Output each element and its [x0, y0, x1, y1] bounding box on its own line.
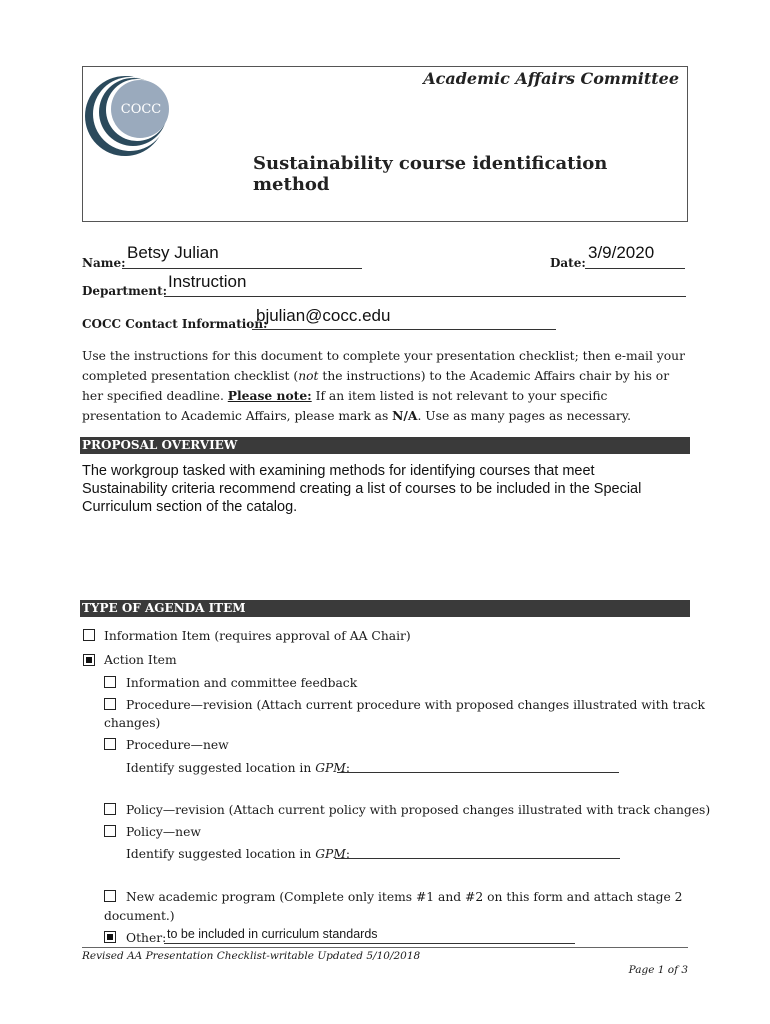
header-box	[82, 66, 688, 222]
info-feedback-checkbox[interactable]	[104, 676, 116, 688]
proposal-overview-text[interactable]: The workgroup tasked with examining methods for identifying courses that meet Sustainability criteria recommend creating a list of courses to be included in the Special Curriculum section of the catalog.	[82, 463, 642, 515]
logo-text: COCC	[120, 102, 162, 117]
other-label: Other:	[126, 931, 167, 945]
instructions-text-3: If an item listed is not relevant to your specific presentation to Academic Affairs, please mark as	[82, 389, 608, 423]
contact-field[interactable]: bjulian@cocc.edu	[256, 306, 391, 325]
procedure-new-checkbox[interactable]	[104, 738, 116, 750]
instructions-paragraph	[82, 346, 688, 426]
action-item-checkbox[interactable]	[83, 654, 95, 666]
instructions-text-2: the instructions) to the Academic Affairs chair by his or her specified deadline.	[82, 369, 670, 403]
procedure-new-label: Procedure—new	[126, 738, 229, 752]
information-item-label: Information Item (requires approval of AA Chair)	[104, 629, 411, 643]
date-line	[585, 268, 685, 269]
new-program-label-cont: document.)	[104, 909, 175, 923]
name-label: Name:	[82, 256, 126, 270]
name-field[interactable]: Betsy Julian	[127, 243, 219, 262]
department-field[interactable]: Instruction	[168, 272, 247, 291]
information-item-checkbox[interactable]	[83, 629, 95, 641]
instructions-text-4: . Use as many pages as necessary.	[417, 409, 631, 423]
action-item-label: Action Item	[104, 653, 177, 667]
policy-new-checkbox[interactable]	[104, 825, 116, 837]
please-note: Please note:	[227, 388, 312, 403]
department-label: Department:	[82, 284, 168, 298]
date-field[interactable]: 3/9/2020	[588, 243, 655, 262]
cocc-logo	[85, 69, 169, 159]
procedure-revision-label: Procedure—revision (Attach current procedure with proposed changes illustrated with track	[126, 698, 705, 712]
page-number: Page 1 of 3	[628, 964, 688, 976]
department-line	[164, 296, 686, 297]
policy-revision-label: Policy—revision (Attach current policy with proposed changes illustrated with track changes)	[126, 803, 711, 817]
procedure-revision-checkbox[interactable]	[104, 698, 116, 710]
policy-gpm-label: Identify suggested location in GPM:	[126, 847, 351, 861]
procedure-revision-label-cont: changes)	[104, 716, 161, 730]
procedure-gpm-field[interactable]	[337, 772, 619, 773]
info-feedback-label: Information and committee feedback	[126, 676, 358, 690]
procedure-gpm-label: Identify suggested location in GPM:	[126, 761, 351, 775]
date-label: Date:	[550, 256, 586, 270]
contact-label: COCC Contact Information:	[82, 317, 268, 331]
new-program-checkbox[interactable]	[104, 890, 116, 902]
agenda-type-heading: TYPE OF AGENDA ITEM	[80, 600, 690, 617]
proposal-overview-heading: PROPOSAL OVERVIEW	[80, 437, 690, 454]
footer-revision: Revised AA Presentation Checklist-writable Updated 5/10/2018	[82, 950, 421, 962]
other-checkbox[interactable]	[104, 931, 116, 943]
policy-new-label: Policy—new	[126, 825, 201, 839]
policy-revision-checkbox[interactable]	[104, 803, 116, 815]
committee-title: Academic Affairs Committee	[423, 69, 679, 88]
name-line	[122, 268, 362, 269]
policy-gpm-field[interactable]	[335, 858, 620, 859]
other-field[interactable]: to be included in curriculum standards	[167, 927, 378, 941]
new-program-label: New academic program (Complete only items #1 and #2 on this form and attach stage 2	[126, 890, 683, 904]
footer-divider	[82, 947, 688, 948]
na-text: N/A	[392, 408, 418, 423]
page-title: Sustainability course identification method	[253, 153, 608, 195]
other-line	[164, 943, 575, 944]
contact-line	[252, 329, 556, 330]
instructions-not: not	[298, 369, 319, 383]
instructions-text-1: Use the instructions for this document to complete your presentation checklist; then e-mail your completed presentation checklist (	[82, 349, 685, 383]
